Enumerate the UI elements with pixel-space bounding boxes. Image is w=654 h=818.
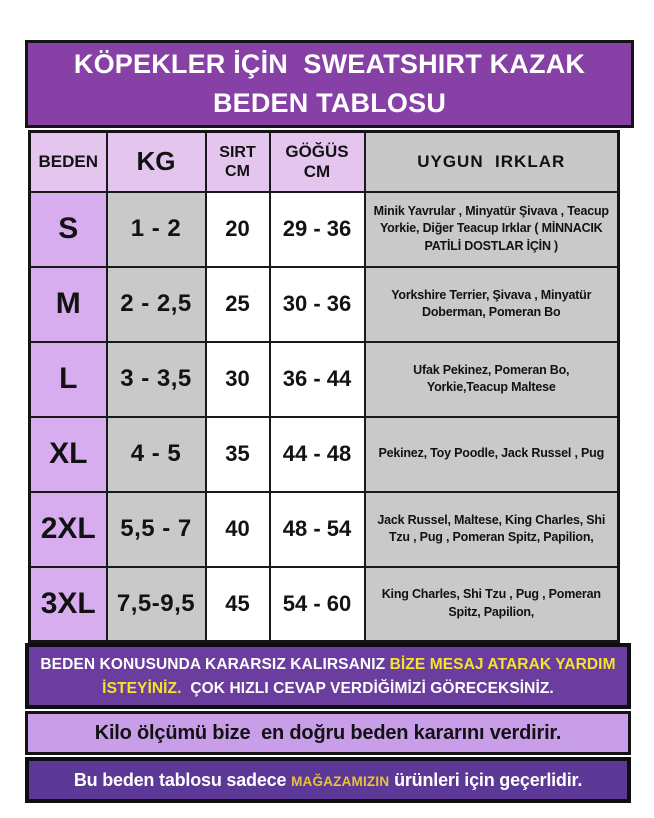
cell-size: XL: [30, 417, 107, 492]
table-row-3xl: [30, 567, 619, 642]
help-note-highlight-1: BİZE MESAJ ATARAK YARDIM: [389, 656, 616, 673]
table-row-2xl: [30, 492, 619, 567]
cell-kg: 1 - 2: [107, 192, 206, 267]
cell-breeds: Pekinez, Toy Poodle, Jack Russel , Pug: [365, 417, 619, 492]
cell-size: L: [30, 342, 107, 417]
help-note-line-2: [29, 677, 627, 701]
cell-breeds: Yorkshire Terrier, Şivava , Minyatür Doberman, Pomeran Bo: [365, 267, 619, 342]
cell-chest-cm: 48 - 54: [270, 492, 365, 567]
cell-kg: 2 - 2,5: [107, 267, 206, 342]
title-line-1: KÖPEKLER İÇİN SWEATSHIRT KAZAK: [73, 49, 586, 79]
store-note-white-1: Bu beden tablosu sadece: [73, 770, 292, 790]
title-line-2: BEDEN TABLOSU: [212, 88, 447, 118]
cell-size: S: [30, 192, 107, 267]
size-table: [28, 130, 620, 643]
cell-breeds: King Charles, Shi Tzu , Pug , Pomeran Spitz, Papilion,: [365, 567, 619, 642]
header-size: BEDEN: [30, 132, 107, 192]
cell-size: 3XL: [30, 567, 107, 642]
table-row-xl: [30, 417, 619, 492]
help-note-white-2: ÇOK HIZLI CEVAP VERDİĞİMİZİ GÖRECEKSİNİZ.: [181, 680, 554, 697]
header-back-line1: SIRT: [219, 143, 256, 161]
cell-back-cm: 30: [206, 342, 270, 417]
cell-kg: 5,5 - 7: [107, 492, 206, 567]
cell-size: 2XL: [30, 492, 107, 567]
help-note-white-1: BEDEN KONUSUNDA KARARSIZ KALIRSANIZ: [40, 656, 390, 673]
header-back-line2: CM: [225, 162, 250, 180]
cell-breeds: Jack Russel, Maltese, King Charles, Shi Tzu , Pug , Pomeran Spitz, Papilion,: [365, 492, 619, 567]
cell-kg: 4 - 5: [107, 417, 206, 492]
cell-back-cm: 35: [206, 417, 270, 492]
table-header-row: [30, 132, 619, 192]
cell-back-cm: 25: [206, 267, 270, 342]
cell-kg: 3 - 3,5: [107, 342, 206, 417]
store-note-highlight: MAĞAZAMIZIN: [291, 774, 390, 789]
cell-back-cm: 40: [206, 492, 270, 567]
cell-back-cm: 45: [206, 567, 270, 642]
header-chest-cm: GÖĞÜS CM: [270, 132, 365, 192]
cell-chest-cm: 36 - 44: [270, 342, 365, 417]
store-note-band: [25, 757, 631, 803]
table-row-s: [30, 192, 619, 267]
cell-kg: 7,5-9,5: [107, 567, 206, 642]
table-row-l: [30, 342, 619, 417]
cell-breeds: Minik Yavrular , Minyatür Şivava , Teacup Yorkie, Diğer Teacup Irklar ( MİNNACIK PATİLİ DOSTLAR İÇİN ): [365, 192, 619, 267]
cell-breeds: Ufak Pekinez, Pomeran Bo, Yorkie,Teacup Maltese: [365, 342, 619, 417]
cell-chest-cm: 54 - 60: [270, 567, 365, 642]
cell-back-cm: 20: [206, 192, 270, 267]
help-note-line-1: [29, 653, 627, 677]
header-kg: KG: [107, 132, 206, 192]
poster-title: [25, 40, 634, 128]
table-row-m: [30, 267, 619, 342]
store-note-white-2: ürünleri için geçerlidir.: [389, 770, 583, 790]
cell-size: M: [30, 267, 107, 342]
help-note-band: [25, 643, 631, 709]
cell-chest-cm: 44 - 48: [270, 417, 365, 492]
weight-note-band: Kilo ölçümü bize en doğru beden kararını verdirir.: [25, 711, 631, 755]
help-note-highlight-2: İSTEYİNİZ.: [102, 680, 182, 697]
header-breeds: UYGUN IRKLAR: [365, 132, 619, 192]
header-back-cm: [206, 132, 270, 192]
cell-chest-cm: 30 - 36: [270, 267, 365, 342]
cell-chest-cm: 29 - 36: [270, 192, 365, 267]
